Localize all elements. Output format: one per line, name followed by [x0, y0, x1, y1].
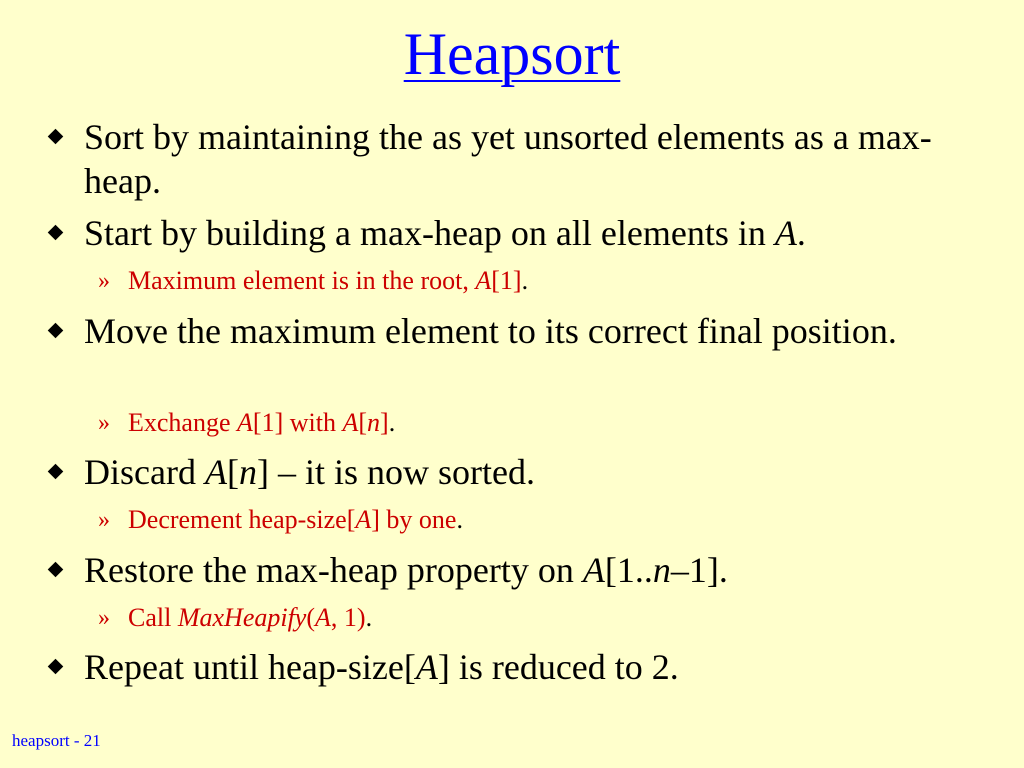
bullet-text: [1..	[604, 550, 653, 590]
diamond-bullet-icon	[48, 323, 64, 339]
bullet-item	[84, 645, 964, 689]
bullet-text: ] is reduced to 2.	[437, 647, 679, 687]
array-symbol: A	[315, 603, 331, 632]
sub-bullet-marker: »	[98, 507, 110, 533]
sub-bullet-text: .	[365, 603, 373, 632]
sub-bullet-item	[98, 407, 968, 439]
diamond-bullet-icon	[48, 129, 64, 145]
array-symbol: A	[342, 408, 359, 437]
array-symbol: A	[774, 213, 797, 253]
index-symbol: n	[238, 452, 257, 492]
sub-bullet-text: ]	[380, 408, 389, 437]
bullet-text: ] – it is now sorted.	[256, 452, 535, 492]
sub-bullet-text: Call	[128, 603, 178, 632]
diamond-bullet-icon	[48, 464, 64, 480]
diamond-bullet-icon	[48, 225, 64, 241]
bullet-text: .	[796, 213, 806, 253]
index-symbol: n	[367, 408, 381, 437]
bullet-text: Repeat until heap-size[	[84, 647, 416, 687]
sub-bullet-text: Decrement heap-size[	[128, 505, 356, 534]
sub-bullet-text: [	[358, 408, 368, 437]
bullet-text: Sort by maintaining the as yet unsorted elements as a max-heap.	[84, 117, 932, 201]
sub-bullet-text: (	[306, 603, 316, 632]
array-symbol: A	[475, 266, 492, 295]
sub-bullet-text: Maximum element is in the root,	[128, 266, 476, 295]
sub-bullet-text: .	[388, 408, 396, 437]
sub-bullet-text: .	[456, 505, 463, 534]
diamond-bullet-icon	[48, 562, 64, 578]
sub-bullet-marker: »	[98, 410, 110, 436]
bullet-text: Move the maximum element to its correct final position.	[84, 311, 897, 351]
bullet-text: Discard	[84, 452, 205, 492]
bullet-text: –1].	[670, 550, 728, 590]
sub-bullet-text: , 1)	[330, 603, 366, 632]
array-symbol: A	[237, 408, 253, 437]
bullet-item	[84, 115, 964, 203]
bullet-text: Restore the max-heap property on	[84, 550, 583, 590]
sub-bullet-item	[98, 504, 968, 536]
array-symbol: A	[204, 452, 227, 492]
sub-bullet-text: Exchange	[128, 408, 238, 437]
bullet-item	[84, 211, 964, 255]
array-symbol: A	[582, 550, 605, 590]
sub-bullet-item	[98, 602, 968, 634]
array-symbol: A	[415, 647, 438, 687]
bullet-item	[84, 450, 964, 494]
slide-title: Heapsort	[403, 21, 621, 87]
slide-footer: heapsort - 21	[12, 731, 101, 750]
bullet-item	[84, 548, 964, 592]
bullet-item	[84, 309, 964, 353]
sub-bullet-text: .	[521, 266, 529, 295]
bullet-text: [	[226, 452, 239, 492]
index-symbol: n	[652, 550, 671, 590]
diamond-bullet-icon	[48, 659, 64, 675]
sub-bullet-text: [1]	[491, 266, 522, 295]
sub-bullet-text: [1] with	[252, 408, 343, 437]
sub-bullet-marker: »	[98, 605, 110, 631]
sub-bullet-text: ] by one	[371, 505, 457, 534]
function-name: MaxHeapify	[177, 603, 307, 632]
sub-bullet-marker: »	[98, 268, 110, 294]
bullet-text: Start by building a max-heap on all elements in	[84, 213, 775, 253]
array-symbol: A	[355, 505, 372, 534]
sub-bullet-item	[98, 265, 968, 297]
